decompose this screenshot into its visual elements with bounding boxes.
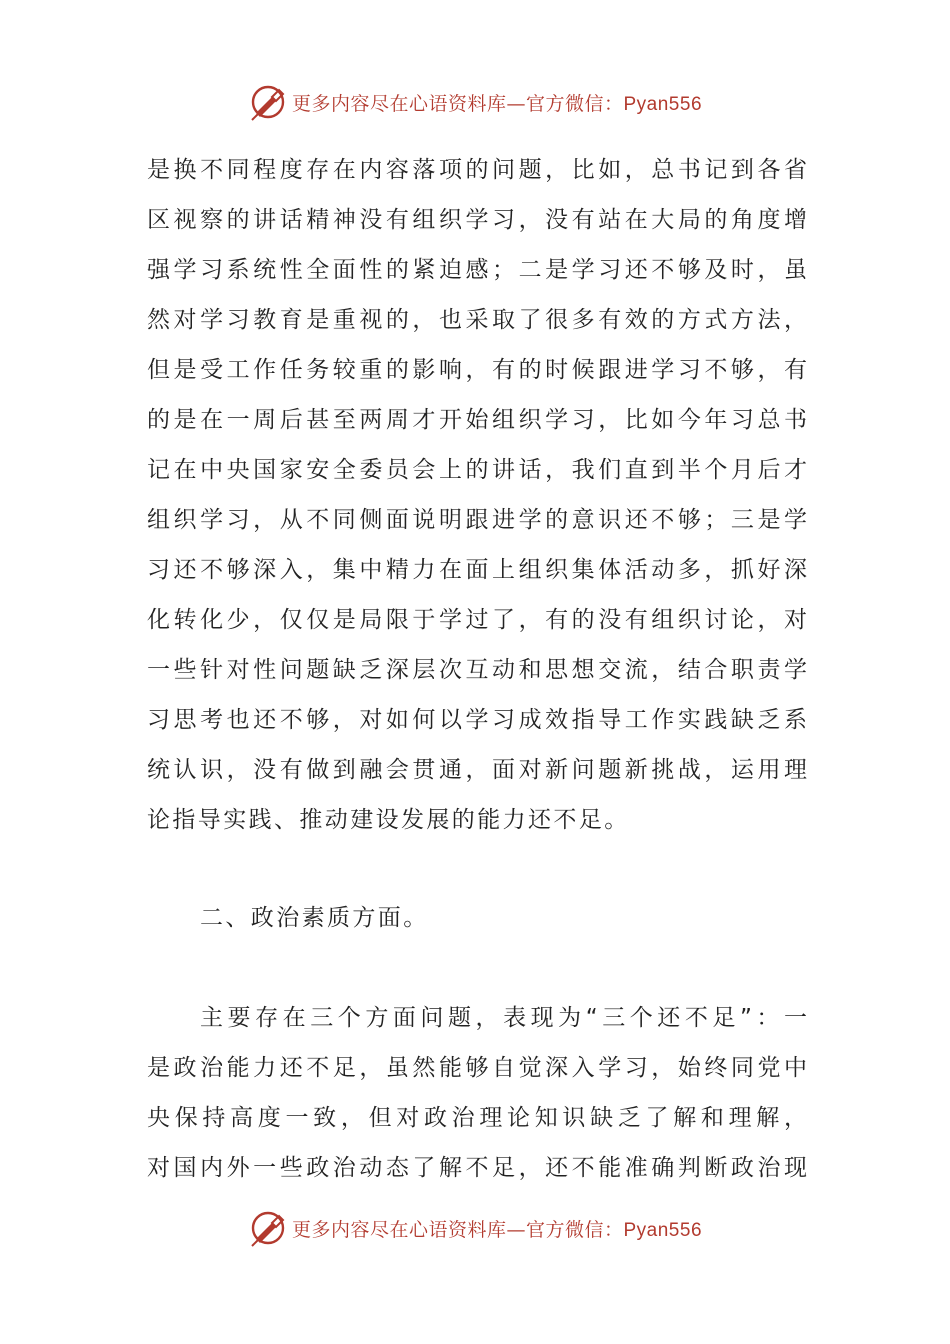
section-heading: 二、政治素质方面。: [200, 905, 429, 931]
watermark-text: 更多内容尽在心语资料库—官方微信：Pyan556: [291, 1218, 703, 1241]
watermark-footer: [0, 1206, 950, 1250]
text-line: 是政治能力还不足，虽然能够自觉深入学习，始终同党中: [147, 1055, 807, 1081]
text-line: 的是在一周后甚至两周才开始组织学习，比如今年习总书: [147, 407, 807, 433]
text-line: 组织学习，从不同侧面说明跟进学的意识还不够；三是学: [147, 507, 807, 533]
text-line: 习思考也还不够，对如何以学习成效指导工作实践缺乏系: [147, 707, 807, 733]
text-line: 区视察的讲话精神没有组织学习，没有站在大局的角度增: [147, 207, 807, 233]
watermark-header: [0, 80, 950, 124]
text-line: 论指导实践、推动建设发展的能力还不足。: [147, 807, 630, 833]
text-line: 一些针对性问题缺乏深层次互动和思想交流，结合职责学: [147, 657, 807, 683]
text-line: 央保持高度一致，但对政治理论知识缺乏了解和理解，: [147, 1105, 807, 1131]
text-line: 但是受工作任务较重的影响，有的时候跟进学习不够，有: [147, 357, 807, 383]
watermark-text: 更多内容尽在心语资料库—官方微信：Pyan556: [291, 92, 703, 115]
text-line: 是换不同程度存在内容落项的问题，比如，总书记到各省: [147, 157, 807, 183]
text-line: 统认识，没有做到融会贯通，面对新问题新挑战，运用理: [147, 757, 807, 783]
text-line: 对国内外一些政治动态了解不足，还不能准确判断政治现: [147, 1155, 807, 1181]
text-line: 强学习系统性全面性的紧迫感；二是学习还不够及时，虽: [147, 257, 807, 283]
text-line: 主要存在三个方面问题，表现为“三个还不足”：一: [200, 1005, 807, 1031]
text-line: 然对学习教育是重视的，也采取了很多有效的方式方法，: [147, 307, 807, 333]
text-line: 记在中央国家安全委员会上的讲话，我们直到半个月后才: [147, 457, 807, 483]
body-paragraph-2: [147, 993, 807, 1193]
text-line: 化转化少，仅仅是局限于学过了，有的没有组织讨论，对: [147, 607, 807, 633]
pen-logo-icon: [248, 82, 288, 122]
text-line: 习还不够深入，集中精力在面上组织集体活动多，抓好深: [147, 557, 807, 583]
pen-logo-icon: [248, 1208, 288, 1248]
body-paragraph-1: [147, 145, 807, 845]
